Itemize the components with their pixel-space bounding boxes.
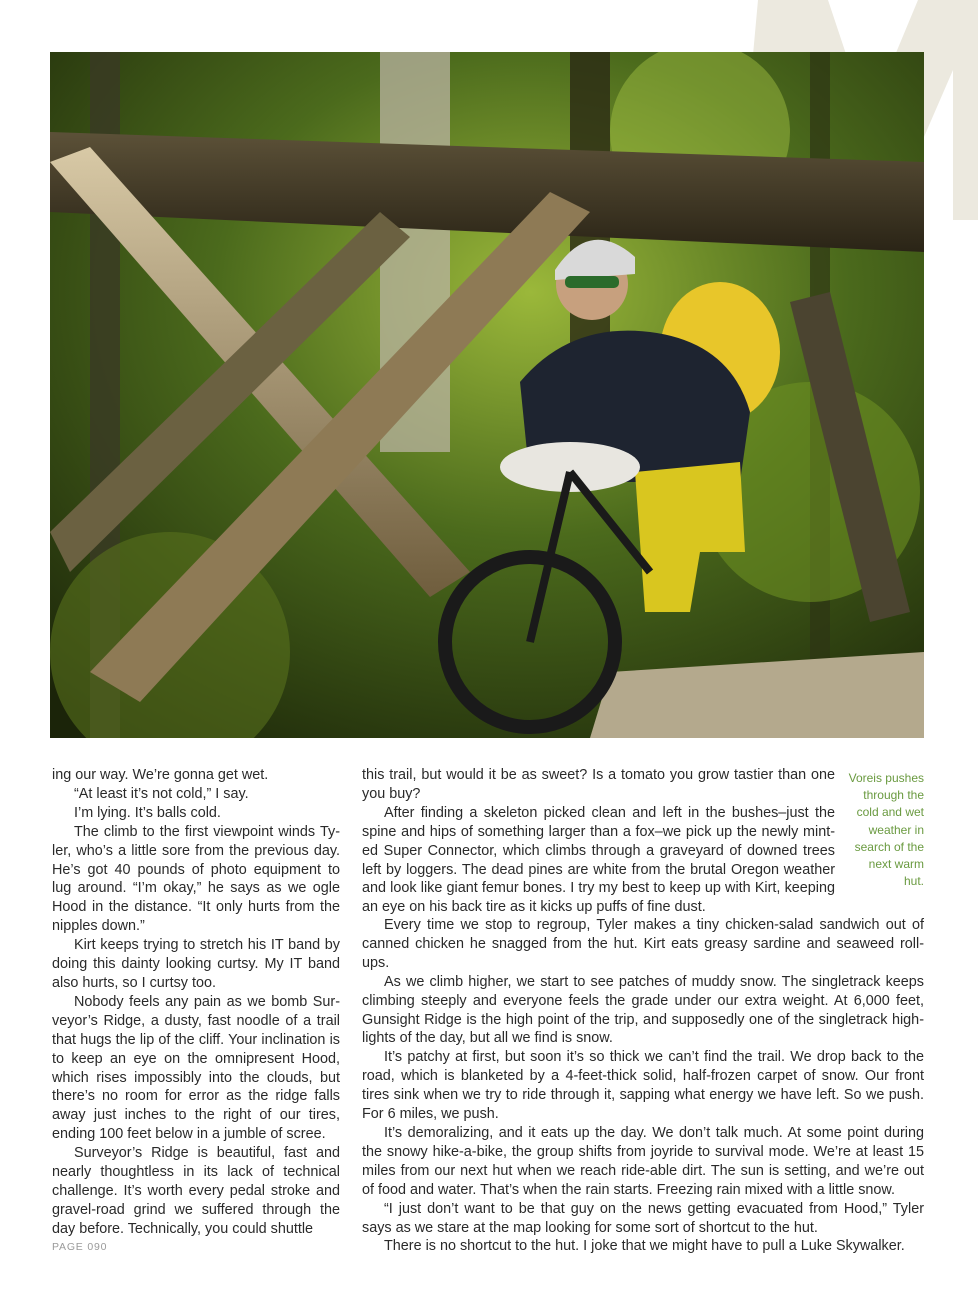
- paragraph: “I just don’t want to be that guy on the news getting evacuated from Hood,” Tyler says as we stare at the map looking for some sort of shortcut to the hut.: [362, 1200, 924, 1236]
- paragraph: Kirt keeps trying to stretch his IT band by doing this dainty looking curtsy. My IT band also hurts, so I curtsy too.: [52, 937, 340, 991]
- paragraph: Every time we stop to regroup, Tyler makes a tiny chicken-salad sandwich out of canned chicken he snagged from the hut. Kirt eats greasy sardine and seaweed roll-ups.: [362, 917, 924, 971]
- mountain-biker-photo: [50, 52, 924, 738]
- page-number: PAGE 090: [52, 1241, 108, 1253]
- paragraph: It’s demoralizing, and it eats up the day. We don’t talk much. At some point during the snowy hike-a-bike, the group shifts from joyride to survival mode. We’re at least 15 miles from our next hut when we reach ride-able dirt. The sun is setting, and we’re out of food and water. That’s when the rain starts. Freezing rain mixed with a little snow.: [362, 1124, 924, 1198]
- paragraph: It’s patchy at first, but soon it’s so thick we can’t find the trail. We drop back to the road, which is blanketed by a 4-feet-thick solid, half-frozen carpet of snow. Our front tires sink when we try to ride through it, sapping what energy we have left. So we push. For 6 miles, we push.: [362, 1049, 924, 1123]
- paragraph: I’m lying. It’s balls cold.: [74, 804, 221, 821]
- photo-caption: Voreis pushes through the cold and wet weather in search of the next warm hut.: [848, 771, 924, 889]
- paragraph: this trail, but would it be as sweet? Is a tomato you grow tastier than one you buy?: [362, 767, 835, 802]
- paragraph: “At least it’s not cold,” I say.: [74, 785, 249, 802]
- paragraph: After finding a skeleton picked clean and left in the bushes–just the spine and hips of something larger than a fox–we pick up the newly minted Super Connector, which climbs through a graveyard of downed trees left by loggers. The dead pines are white from the brutal Oregon weather and look like giant femur bones. I try my best to keep up with Kirt, keeping an eye on his back tire as it kicks up puffs of fine dust.: [362, 804, 835, 916]
- paragraph: As we climb higher, we start to see patches of muddy snow. The singletrack keeps climbing steeply and everyone feels the grade under our extra weight. At 6,000 feet, Gunsight Ridge is the high point of the trip, and supposedly one of the singletrack highlights of the day, but all we find is snow.: [362, 973, 924, 1047]
- paragraph: Nobody feels any pain as we bomb Surveyor’s Ridge, a dusty, fast noodle of a trail that hugs the lip of the cliff. Your inclination is to keep an eye on the omnipresent Hood, which rises impossibly into the clouds, but there’s no room for error as the ridge falls away just inches to the right of our tires, ending 100 feet below in a jumble of scree.: [52, 993, 340, 1143]
- article-column-2-top: [362, 766, 835, 917]
- paragraph: ing our way. We’re gonna get wet.: [52, 767, 269, 783]
- article-column-1: [52, 766, 340, 1239]
- paragraph: Surveyor’s Ridge is beautiful, fast and nearly thoughtless in its lack of technical challenge. It’s worth every pedal stroke and gravel-road grind we suffered through the day before. Technically, you could shuttle: [52, 1145, 340, 1237]
- paragraph: The climb to the first viewpoint winds Tyler, who’s a little sore from the previous day. He’s got 40 pounds of photo equipment to lug around. “I’m okay,” he says as we ogle Hood in the distance. “It only hurts from the nipples down.”: [52, 823, 340, 935]
- paragraph: There is no shortcut to the hut. I joke that we might have to pull a Luke Skywalker.: [384, 1238, 905, 1255]
- article-column-2-bottom: [362, 916, 924, 1256]
